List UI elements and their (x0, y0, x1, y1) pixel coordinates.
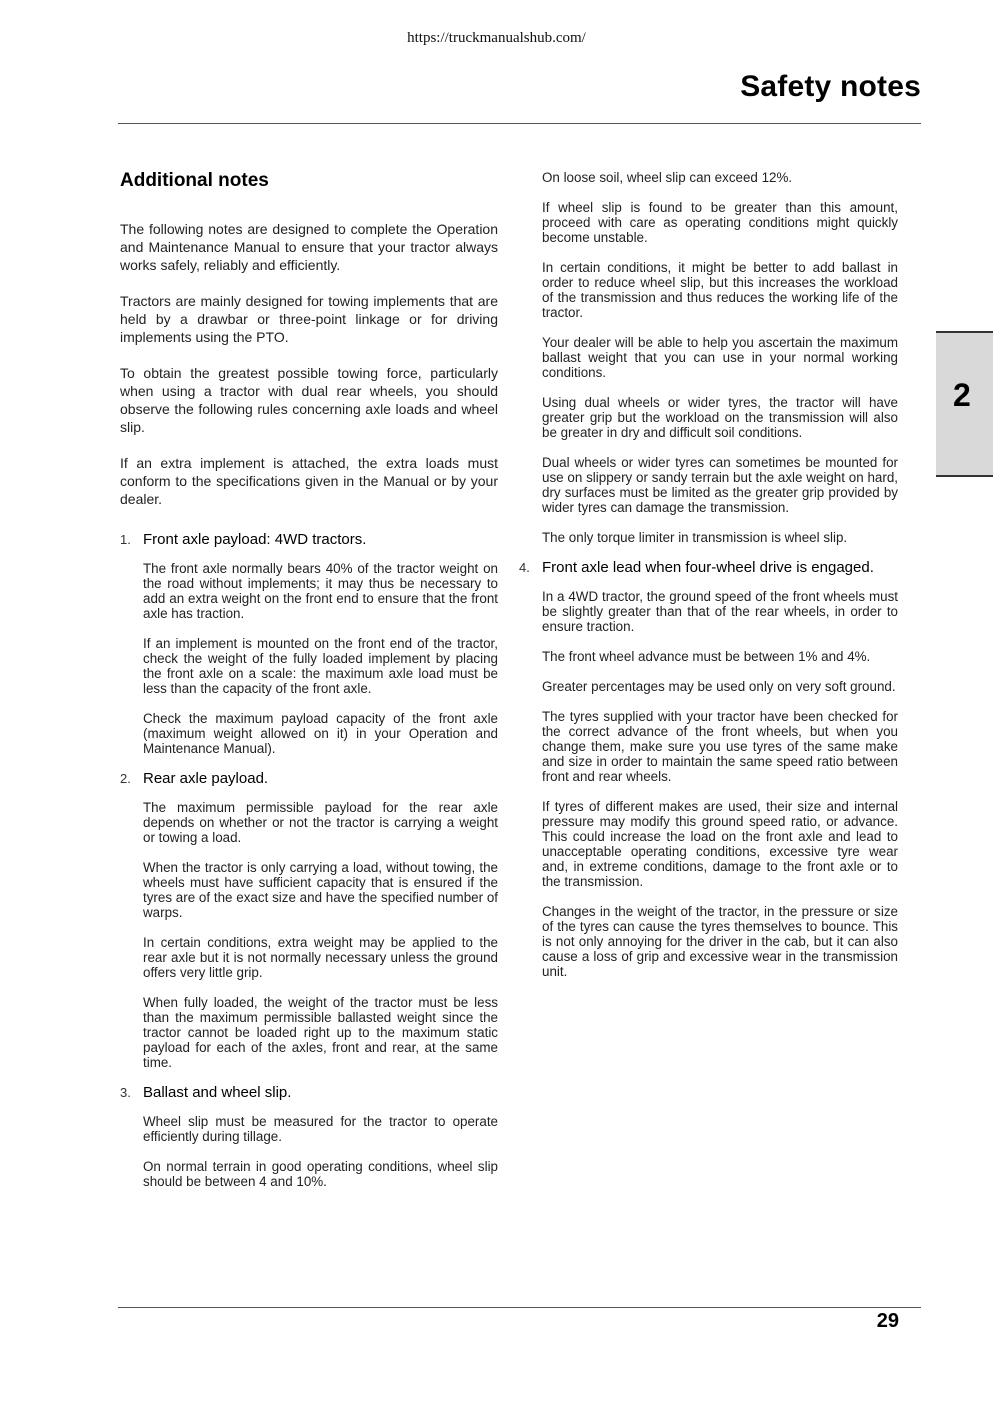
item-title: Rear axle payload. (143, 770, 269, 787)
item-number: 4. (519, 560, 530, 575)
item-number: 3. (120, 1085, 131, 1100)
item-paragraph: Your dealer will be able to help you ascertain the maximum ballast weight that you can use in your normal working conditions. (542, 335, 898, 380)
item-paragraph: On loose soil, wheel slip can exceed 12%. (542, 170, 793, 185)
item-number: 1. (120, 532, 131, 547)
item-title: Ballast and wheel slip. (143, 1084, 292, 1101)
item-paragraph: If wheel slip is found to be greater than this amount, proceed with care as operating conditions might quickly become unstable. (542, 200, 898, 245)
item-paragraph: When the tractor is only carrying a load, without towing, the wheels must have sufficient capacity that is ensured if the tyres are of the exact size and have the specified number of warps. (143, 860, 498, 920)
item-paragraph: If an implement is mounted on the front end of the tractor, check the weight of the fully loaded implement by placing the front axle on a scale: the maximum axle load must be less than the capacity of the front axle. (143, 636, 498, 696)
item-paragraph: In certain conditions, extra weight may be applied to the rear axle but it is not normally necessary unless the ground offers very little grip. (143, 935, 498, 980)
item-paragraph: The only torque limiter in transmission is wheel slip. (542, 530, 848, 545)
item-paragraph: In certain conditions, it might be better to add ballast in order to reduce wheel slip, but this increases the workload of the transmission and thus reduces the working life of the tractor. (542, 260, 898, 320)
item-1-heading (120, 532, 498, 547)
item-2-heading (120, 771, 498, 786)
chapter-tab (936, 331, 993, 477)
item-title: Front axle lead when four-wheel drive is engaged. (542, 559, 874, 576)
item-paragraph: On normal terrain in good operating conditions, wheel slip should be between 4 and 10%. (143, 1159, 498, 1189)
page-number: 29 (876, 1310, 899, 1332)
item-3-heading (120, 1085, 498, 1100)
chapter-number: 2 (953, 377, 971, 413)
intro-paragraph: If an extra implement is attached, the extra loads must conform to the specifications given in the Manual or by your dealer. (120, 455, 498, 507)
item-paragraph: Greater percentages may be used only on very soft ground. (542, 679, 896, 694)
header-divider (118, 123, 921, 124)
item-paragraph: The tyres supplied with your tractor have been checked for the correct advance of the front wheels, but when you change them, make sure you use tyres of the same make and size in order to maintain the same speed ratio between front and rear wheels. (542, 709, 898, 784)
item-title: Front axle payload: 4WD tractors. (143, 531, 367, 548)
item-paragraph: If tyres of different makes are used, their size and internal pressure may modify this ground speed ratio, or advance. This could increase the load on the front axle and lead to unacceptable operating conditions, excessive tyre wear and, in extreme conditions, damage to the front axle or to the transmission. (542, 799, 898, 889)
intro-paragraph: To obtain the greatest possible towing force, particularly when using a tractor with dual rear wheels, you should observe the following rules concerning axle loads and wheel slip. (120, 365, 498, 435)
intro-paragraph: Tractors are mainly designed for towing implements that are held by a drawbar or three-point linkage or for driving implements using the PTO. (120, 293, 498, 345)
item-paragraph: The front wheel advance must be between 1% and 4%. (542, 649, 871, 664)
item-4-heading (519, 560, 898, 575)
item-paragraph: Using dual wheels or wider tyres, the tractor will have greater grip but the workload on the transmission will also be greater in dry and difficult soil conditions. (542, 395, 898, 440)
footer-divider (118, 1307, 921, 1308)
right-column (520, 170, 898, 994)
item-number: 2. (120, 771, 131, 786)
item-paragraph: The maximum permissible payload for the rear axle depends on whether or not the tractor is carrying a weight or towing a load. (143, 800, 498, 845)
left-column (120, 170, 498, 1204)
item-paragraph: Dual wheels or wider tyres can sometimes be mounted for use on slippery or sandy terrain but the axle weight on hard, dry surfaces must be limited as the greater grip provided by wider tyres can damage the transmission. (542, 455, 898, 515)
intro-paragraph: The following notes are designed to complete the Operation and Maintenance Manual to ensure that your tractor always works safely, reliably and efficiently. (120, 221, 498, 273)
item-paragraph: Check the maximum payload capacity of the front axle (maximum weight allowed on it) in your Operation and Maintenance Manual). (143, 711, 498, 756)
page-title: Safety notes (740, 70, 921, 103)
item-paragraph: Changes in the weight of the tractor, in the pressure or size of the tyres can cause the tyres themselves to bounce. This is not only annoying for the driver in the cab, but it can also cause a loss of grip and excessive wear in the transmission unit. (542, 904, 898, 979)
section-heading: Additional notes (120, 170, 269, 191)
item-paragraph: The front axle normally bears 40% of the tractor weight on the road without implements; it may thus be necessary to add an extra weight on the front end to ensure that the front axle has traction. (143, 561, 498, 621)
item-paragraph: When fully loaded, the weight of the tractor must be less than the maximum permissible ballasted weight since the tractor cannot be loaded right up to the maximum static payload for each of the axles, front and rear, at the same time. (143, 995, 498, 1070)
item-paragraph: In a 4WD tractor, the ground speed of the front wheels must be slightly greater than that of the rear wheels, in order to ensure traction. (542, 589, 898, 634)
source-url[interactable]: https://truckmanualshub.com/ (407, 30, 586, 46)
item-paragraph: Wheel slip must be measured for the tractor to operate efficiently during tillage. (143, 1114, 498, 1144)
